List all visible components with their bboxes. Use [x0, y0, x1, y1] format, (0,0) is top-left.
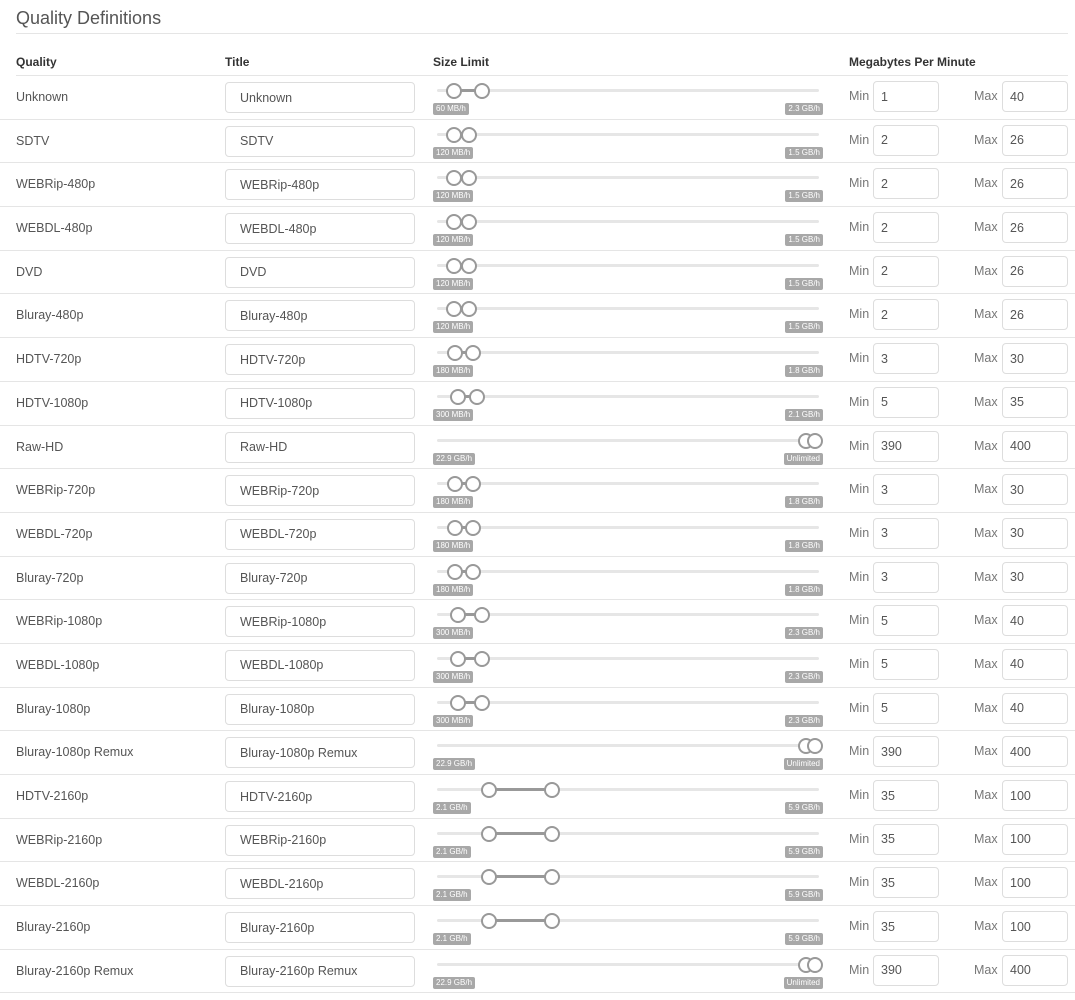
max-label: Max [974, 569, 998, 584]
min-label: Min [849, 132, 870, 147]
max-label: Max [974, 744, 998, 759]
size-limit-slider[interactable] [433, 513, 823, 556]
max-label: Max [974, 307, 998, 322]
title-input[interactable] [225, 956, 415, 987]
min-label: Min [849, 394, 870, 409]
size-min-label: 120 MB/h [433, 278, 473, 290]
size-min-label: 22.9 GB/h [433, 758, 475, 770]
size-min-label: 300 MB/h [433, 671, 473, 683]
quality-name: Bluray-1080p Remux [16, 745, 134, 760]
size-max-label: 2.1 GB/h [785, 409, 823, 421]
quality-row [0, 688, 1075, 732]
title-input[interactable] [225, 519, 415, 550]
quality-table [0, 76, 1075, 993]
min-label: Min [849, 613, 870, 628]
quality-row [0, 76, 1075, 120]
max-mb-input[interactable] [1002, 212, 1068, 243]
max-label: Max [974, 176, 998, 191]
slider-track [437, 307, 819, 310]
slider-track [437, 963, 819, 966]
max-mb-input[interactable] [1002, 256, 1068, 287]
min-mb-input[interactable] [873, 955, 939, 986]
max-mb-input[interactable] [1002, 474, 1068, 505]
max-label: Max [974, 700, 998, 715]
slider-track [437, 264, 819, 267]
size-max-label: Unlimited [784, 453, 823, 465]
size-limit-slider[interactable] [433, 338, 823, 381]
min-label: Min [849, 263, 870, 278]
max-label: Max [974, 482, 998, 497]
size-limit-slider[interactable] [433, 207, 823, 250]
min-label: Min [849, 482, 870, 497]
min-label: Min [849, 438, 870, 453]
slider-max-handle[interactable] [461, 214, 477, 230]
min-label: Min [849, 569, 870, 584]
slider-track [437, 439, 819, 442]
size-min-label: 22.9 GB/h [433, 977, 475, 989]
quality-name: WEBDL-1080p [16, 657, 100, 672]
size-min-label: 120 MB/h [433, 321, 473, 333]
slider-min-handle[interactable] [446, 258, 462, 274]
max-mb-input[interactable] [1002, 299, 1068, 330]
title-input[interactable] [225, 737, 415, 768]
size-min-label: 60 MB/h [433, 103, 469, 115]
quality-row [0, 382, 1075, 426]
max-label: Max [974, 525, 998, 540]
quality-row [0, 819, 1075, 863]
title-input[interactable] [225, 126, 415, 157]
size-limit-slider[interactable] [433, 688, 823, 731]
max-label: Max [974, 89, 998, 103]
size-min-label: 300 MB/h [433, 409, 473, 421]
max-mb-input[interactable] [1002, 431, 1068, 462]
max-label: Max [974, 919, 998, 934]
size-limit-slider[interactable] [433, 600, 823, 643]
size-limit-slider[interactable] [433, 76, 823, 119]
max-mb-input[interactable] [1002, 81, 1068, 112]
size-max-label: 1.8 GB/h [785, 540, 823, 552]
title-input[interactable] [225, 694, 415, 725]
max-mb-input[interactable] [1002, 955, 1068, 986]
column-header-size-limit: Size Limit [433, 55, 490, 69]
slider-max-handle[interactable] [807, 957, 823, 973]
slider-track [437, 701, 819, 704]
min-label: Min [849, 744, 870, 759]
size-limit-slider[interactable] [433, 557, 823, 600]
title-input[interactable] [225, 912, 415, 943]
slider-max-handle[interactable] [544, 913, 560, 929]
max-label: Max [974, 613, 998, 628]
max-mb-input[interactable] [1002, 649, 1068, 680]
slider-max-handle[interactable] [469, 389, 485, 405]
min-mb-input[interactable] [873, 736, 939, 767]
quality-row [0, 906, 1075, 950]
size-min-label: 2.1 GB/h [433, 933, 471, 945]
slider-track [437, 613, 819, 616]
column-header-quality: Quality [16, 55, 57, 69]
quality-row [0, 950, 1075, 994]
size-min-label: 180 MB/h [433, 584, 473, 596]
size-max-label: 1.5 GB/h [785, 321, 823, 333]
size-max-label: 5.9 GB/h [785, 933, 823, 945]
slider-max-handle[interactable] [807, 738, 823, 754]
slider-max-handle[interactable] [461, 127, 477, 143]
size-min-label: 300 MB/h [433, 627, 473, 639]
min-label: Min [849, 351, 870, 366]
quality-row [0, 644, 1075, 688]
slider-max-handle[interactable] [465, 476, 481, 492]
min-label: Min [849, 788, 870, 802]
column-header-megabytes-per-minute: Megabytes Per Minute [849, 55, 976, 69]
size-max-label: 2.3 GB/h [785, 671, 823, 683]
slider-max-handle[interactable] [465, 564, 481, 580]
min-mb-input[interactable] [873, 168, 939, 199]
max-label: Max [974, 788, 998, 802]
slider-max-handle[interactable] [461, 301, 477, 317]
size-limit-slider[interactable] [433, 120, 823, 163]
title-input[interactable] [225, 606, 415, 637]
max-label: Max [974, 394, 998, 409]
max-mb-input[interactable] [1002, 867, 1068, 898]
min-mb-input[interactable] [873, 256, 939, 287]
min-mb-input[interactable] [873, 474, 939, 505]
title-input[interactable] [225, 475, 415, 506]
size-min-label: 300 MB/h [433, 715, 473, 727]
slider-min-handle[interactable] [481, 869, 497, 885]
size-max-label: 5.9 GB/h [785, 846, 823, 858]
slider-max-handle[interactable] [461, 258, 477, 274]
slider-max-handle[interactable] [544, 826, 560, 842]
min-mb-input[interactable] [873, 911, 939, 942]
max-mb-input[interactable] [1002, 693, 1068, 724]
size-min-label: 2.1 GB/h [433, 889, 471, 901]
size-min-label: 120 MB/h [433, 190, 473, 202]
max-label: Max [974, 656, 998, 671]
size-min-label: 180 MB/h [433, 496, 473, 508]
quality-name: SDTV [16, 133, 50, 148]
slider-min-handle[interactable] [450, 607, 466, 623]
size-min-label: 22.9 GB/h [433, 453, 475, 465]
quality-row [0, 862, 1075, 906]
quality-row [0, 513, 1075, 557]
max-mb-input[interactable] [1002, 780, 1068, 811]
title-input[interactable] [225, 213, 415, 244]
quality-row [0, 338, 1075, 382]
max-label: Max [974, 220, 998, 235]
size-limit-slider[interactable] [433, 294, 823, 337]
title-input[interactable] [225, 300, 415, 331]
quality-name: Bluray-480p [16, 308, 84, 323]
size-limit-slider[interactable] [433, 251, 823, 294]
size-max-label: 2.3 GB/h [785, 627, 823, 639]
size-limit-slider[interactable] [433, 426, 823, 469]
min-label: Min [849, 875, 870, 890]
min-mb-input[interactable] [873, 824, 939, 855]
title-input[interactable] [225, 868, 415, 899]
slider-track [437, 351, 819, 354]
slider-min-handle[interactable] [447, 476, 463, 492]
size-limit-slider[interactable] [433, 819, 823, 862]
quality-name: DVD [16, 264, 43, 279]
min-mb-input[interactable] [873, 518, 939, 549]
size-max-label: 1.5 GB/h [785, 278, 823, 290]
title-input[interactable] [225, 563, 415, 594]
slider-max-handle[interactable] [474, 695, 490, 711]
size-limit-slider[interactable] [433, 644, 823, 687]
slider-min-handle[interactable] [450, 389, 466, 405]
slider-min-handle[interactable] [446, 301, 462, 317]
quality-row [0, 775, 1075, 819]
quality-name: HDTV-1080p [16, 395, 89, 410]
min-mb-input[interactable] [873, 81, 939, 112]
quality-name: Unknown [16, 90, 69, 104]
slider-min-handle[interactable] [481, 913, 497, 929]
slider-track [437, 526, 819, 529]
slider-track [437, 89, 819, 92]
title-input[interactable] [225, 388, 415, 419]
min-label: Min [849, 307, 870, 322]
section-title: Quality Definitions [16, 8, 1068, 34]
size-limit-slider[interactable] [433, 906, 823, 949]
max-mb-input[interactable] [1002, 518, 1068, 549]
quality-name: WEBRip-480p [16, 177, 96, 192]
quality-name: WEBDL-720p [16, 526, 93, 541]
slider-track [437, 744, 819, 747]
size-limit-slider[interactable] [433, 775, 823, 818]
size-min-label: 2.1 GB/h [433, 802, 471, 814]
size-max-label: 1.8 GB/h [785, 365, 823, 377]
title-input[interactable] [225, 169, 415, 200]
min-label: Min [849, 919, 870, 934]
quality-name: Raw-HD [16, 439, 64, 454]
max-label: Max [974, 263, 998, 278]
size-min-label: 180 MB/h [433, 365, 473, 377]
min-mb-input[interactable] [873, 387, 939, 418]
slider-max-handle[interactable] [474, 83, 490, 99]
quality-name: Bluray-720p [16, 570, 84, 585]
min-mb-input[interactable] [873, 431, 939, 462]
column-header-title: Title [225, 55, 250, 69]
slider-track [437, 482, 819, 485]
slider-max-handle[interactable] [544, 782, 560, 798]
size-limit-slider[interactable] [433, 862, 823, 905]
slider-range-fill [489, 875, 552, 878]
min-label: Min [849, 700, 870, 715]
max-mb-input[interactable] [1002, 562, 1068, 593]
quality-row [0, 294, 1075, 338]
quality-name: WEBDL-480p [16, 221, 93, 236]
quality-row [0, 557, 1075, 601]
min-label: Min [849, 89, 870, 103]
size-max-label: 5.9 GB/h [785, 889, 823, 901]
size-limit-slider[interactable] [433, 382, 823, 425]
size-limit-slider[interactable] [433, 731, 823, 774]
min-label: Min [849, 831, 870, 846]
slider-min-handle[interactable] [447, 520, 463, 536]
quality-row [0, 207, 1075, 251]
min-label: Min [849, 525, 870, 540]
size-max-label: 1.5 GB/h [785, 190, 823, 202]
min-mb-input[interactable] [873, 562, 939, 593]
slider-max-handle[interactable] [544, 869, 560, 885]
quality-name: HDTV-720p [16, 352, 82, 367]
slider-max-handle[interactable] [807, 433, 823, 449]
title-input[interactable] [225, 650, 415, 681]
title-input[interactable] [225, 82, 415, 113]
slider-min-handle[interactable] [446, 83, 462, 99]
max-mb-input[interactable] [1002, 168, 1068, 199]
quality-name: HDTV-2160p [16, 789, 89, 803]
slider-track [437, 657, 819, 660]
max-label: Max [974, 351, 998, 366]
min-mb-input[interactable] [873, 212, 939, 243]
max-mb-input[interactable] [1002, 911, 1068, 942]
title-input[interactable] [225, 344, 415, 375]
max-label: Max [974, 962, 998, 977]
size-max-label: 1.8 GB/h [785, 496, 823, 508]
size-limit-slider[interactable] [433, 469, 823, 512]
max-mb-input[interactable] [1002, 125, 1068, 156]
size-max-label: Unlimited [784, 758, 823, 770]
size-limit-slider[interactable] [433, 950, 823, 993]
slider-max-handle[interactable] [465, 345, 481, 361]
slider-max-handle[interactable] [461, 170, 477, 186]
max-mb-input[interactable] [1002, 605, 1068, 636]
quality-row [0, 731, 1075, 775]
slider-track [437, 176, 819, 179]
min-label: Min [849, 962, 870, 977]
slider-track [437, 220, 819, 223]
max-mb-input[interactable] [1002, 387, 1068, 418]
size-min-label: 2.1 GB/h [433, 846, 471, 858]
min-mb-input[interactable] [873, 605, 939, 636]
max-mb-input[interactable] [1002, 343, 1068, 374]
slider-min-handle[interactable] [481, 826, 497, 842]
max-label: Max [974, 831, 998, 846]
max-mb-input[interactable] [1002, 736, 1068, 767]
quality-name: WEBRip-720p [16, 483, 96, 498]
slider-max-handle[interactable] [465, 520, 481, 536]
min-label: Min [849, 656, 870, 671]
quality-row [0, 120, 1075, 164]
size-max-label: 1.5 GB/h [785, 234, 823, 246]
size-max-label: 1.5 GB/h [785, 147, 823, 159]
title-input[interactable] [225, 781, 415, 812]
quality-name: Bluray-2160p [16, 920, 91, 935]
max-label: Max [974, 132, 998, 147]
slider-max-handle[interactable] [474, 651, 490, 667]
min-label: Min [849, 220, 870, 235]
max-mb-input[interactable] [1002, 824, 1068, 855]
max-label: Max [974, 875, 998, 890]
slider-range-fill [489, 919, 552, 922]
size-min-label: 180 MB/h [433, 540, 473, 552]
min-mb-input[interactable] [873, 343, 939, 374]
size-limit-slider[interactable] [433, 163, 823, 206]
slider-min-handle[interactable] [447, 564, 463, 580]
max-label: Max [974, 438, 998, 453]
slider-min-handle[interactable] [481, 782, 497, 798]
min-mb-input[interactable] [873, 649, 939, 680]
slider-min-handle[interactable] [450, 651, 466, 667]
slider-min-handle[interactable] [446, 170, 462, 186]
quality-row [0, 163, 1075, 207]
min-mb-input[interactable] [873, 780, 939, 811]
quality-row [0, 600, 1075, 644]
title-input[interactable] [225, 257, 415, 288]
slider-max-handle[interactable] [474, 607, 490, 623]
quality-name: WEBRip-1080p [16, 614, 103, 629]
min-label: Min [849, 176, 870, 191]
slider-track [437, 395, 819, 398]
slider-min-handle[interactable] [447, 345, 463, 361]
quality-row [0, 469, 1075, 513]
slider-range-fill [489, 832, 552, 835]
size-min-label: 120 MB/h [433, 234, 473, 246]
size-max-label: 5.9 GB/h [785, 802, 823, 814]
title-input[interactable] [225, 825, 415, 856]
slider-track [437, 570, 819, 573]
title-input[interactable] [225, 432, 415, 463]
size-max-label: 2.3 GB/h [785, 103, 823, 115]
slider-range-fill [489, 788, 552, 791]
quality-name: WEBRip-2160p [16, 832, 103, 847]
min-mb-input[interactable] [873, 693, 939, 724]
slider-min-handle[interactable] [446, 214, 462, 230]
quality-name: WEBDL-2160p [16, 876, 100, 891]
size-max-label: 2.3 GB/h [785, 715, 823, 727]
quality-row [0, 426, 1075, 470]
quality-name: Bluray-1080p [16, 701, 91, 716]
size-min-label: 120 MB/h [433, 147, 473, 159]
size-max-label: 1.8 GB/h [785, 584, 823, 596]
quality-row [0, 251, 1075, 295]
size-max-label: Unlimited [784, 977, 823, 989]
quality-name: Bluray-2160p Remux [16, 963, 134, 978]
min-mb-input[interactable] [873, 299, 939, 330]
slider-track [437, 133, 819, 136]
slider-min-handle[interactable] [450, 695, 466, 711]
min-mb-input[interactable] [873, 125, 939, 156]
min-mb-input[interactable] [873, 867, 939, 898]
slider-min-handle[interactable] [446, 127, 462, 143]
